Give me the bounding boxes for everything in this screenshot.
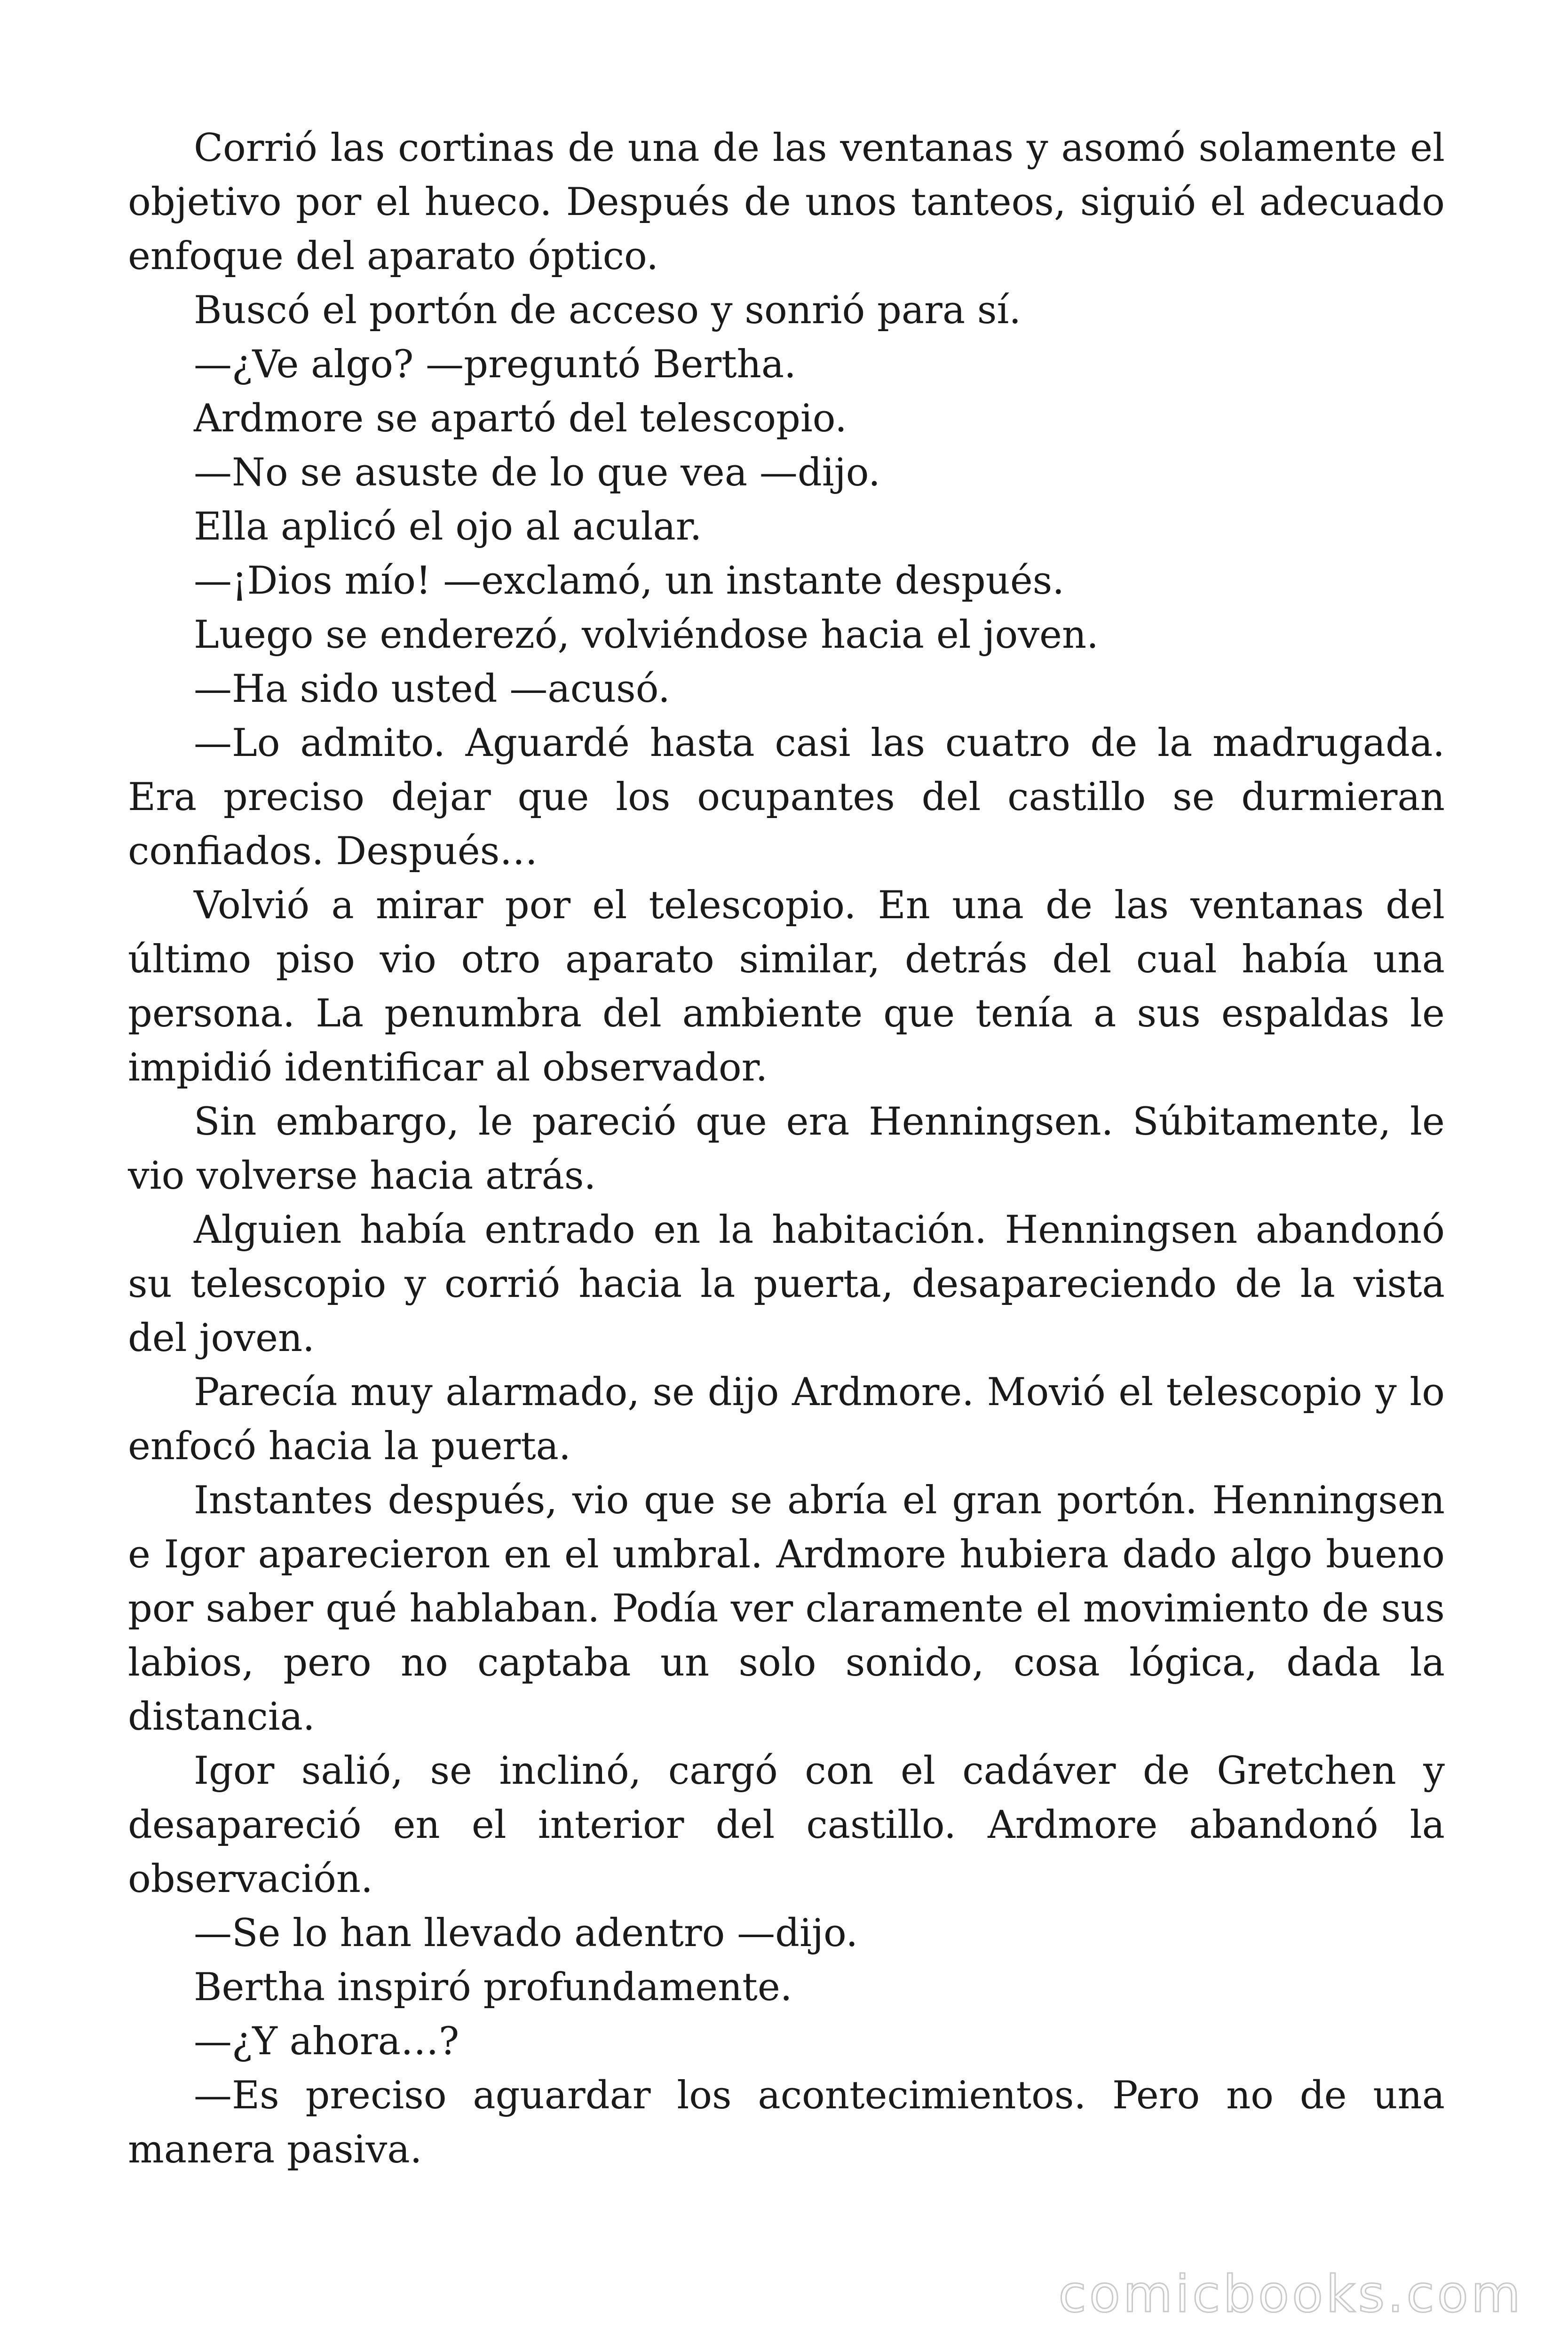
paragraph: Luego se enderezó, volviéndose hacia el joven. xyxy=(194,613,1099,657)
paragraph: Buscó el portón de acceso y sonrió para sí. xyxy=(194,288,1022,333)
paragraph: Ardmore se apartó del telescopio. xyxy=(194,397,847,441)
paragraph: Instantes después, vio que se abría el gran portón. Henningsen e Igor aparecieron en el umbral. Ardmore hubiera dado algo bueno por saber qué hablaban. Podía ver claramente el movimiento de sus labios, pero no captaba un solo sonido, cosa lógica, dada la distancia. xyxy=(128,1478,1445,1739)
paragraph: Parecía muy alarmado, se dijo Ardmore. Movió el telescopio y lo enfocó hacia la puerta. xyxy=(128,1370,1445,1469)
paragraph: Sin embargo, le pareció que era Henningsen. Súbitamente, le vio volverse hacia atrás. xyxy=(128,1100,1445,1198)
paragraph: Volvió a mirar por el telescopio. En una de las ventanas del último piso vio otro aparato similar, detrás del cual había una persona. La penumbra del ambiente que tenía a sus espaldas le impidió identificar al observador. xyxy=(128,883,1445,1090)
paragraph: —¿Y ahora…? xyxy=(194,2019,459,2064)
paragraph: —Es preciso aguardar los acontecimientos. Pero no de una manera pasiva. xyxy=(128,2074,1445,2172)
paragraph: —No se asuste de lo que vea —dijo. xyxy=(194,451,880,495)
paragraph: Corrió las cortinas de una de las ventanas y asomó solamente el objetivo por el hueco. Después de unos tanteos, siguió el adecuado enfoque del aparato óptico. xyxy=(128,126,1445,278)
page-body xyxy=(128,121,1445,2177)
paragraph: Ella aplicó el ojo al acular. xyxy=(194,505,702,549)
paragraph: —¡Dios mío! —exclamó, un instante después. xyxy=(194,559,1065,603)
paragraph: Alguien había entrado en la habitación. Henningsen abandonó su telescopio y corrió hacia la puerta, desapareciendo de la vista del joven. xyxy=(128,1208,1445,1360)
paragraph: Igor salió, se inclinó, cargó con el cadáver de Gretchen y desapareció en el interior del castillo. Ardmore abandonó la observación. xyxy=(128,1749,1445,1901)
paragraph: —Se lo han llevado adentro —dijo. xyxy=(194,1911,858,1955)
paragraph: —¿Ve algo? —preguntó Bertha. xyxy=(194,342,796,387)
paragraph: —Ha sido usted —acusó. xyxy=(194,667,670,711)
watermark: comicbooks.com xyxy=(1058,2265,1523,2324)
paragraph: Bertha inspiró profundamente. xyxy=(194,1965,792,2010)
paragraph: —Lo admito. Aguardé hasta casi las cuatro de la madrugada. Era preciso dejar que los ocupantes del castillo se durmieran confiados. Después… xyxy=(128,721,1445,874)
